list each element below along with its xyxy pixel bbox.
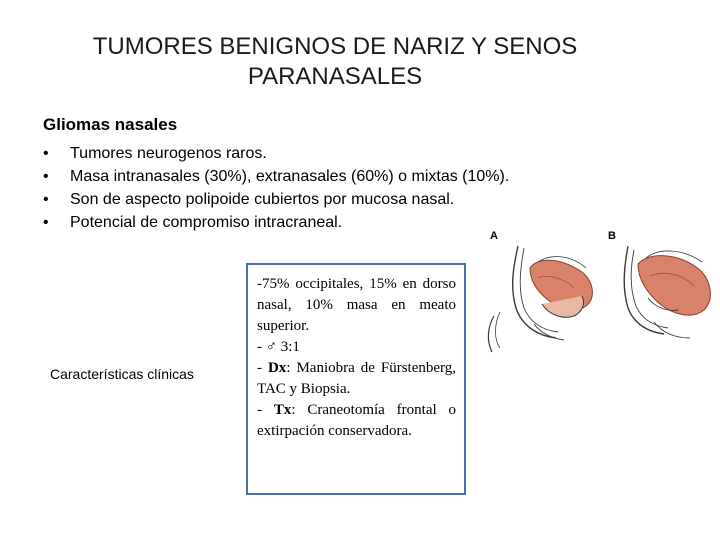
box-line-treatment xyxy=(257,400,456,442)
bullet-item xyxy=(43,188,509,211)
treatment-text: : Craneotomía frontal o extirpación conservadora. xyxy=(257,402,456,439)
bullet-marker: • xyxy=(43,168,49,185)
bullet-marker: • xyxy=(43,214,49,231)
section-subtitle: Gliomas nasales xyxy=(43,115,178,134)
treatment-label: Tx xyxy=(273,402,292,418)
bullet-item xyxy=(43,211,509,234)
treatment-prefix: - xyxy=(257,402,274,418)
box-line-diagnosis xyxy=(257,358,456,400)
panel-b-drawing xyxy=(624,246,710,338)
title-line-1: TUMORES BENIGNOS DE NARIZ Y SENOS xyxy=(92,33,578,60)
bullet-item xyxy=(43,165,509,188)
anatomy-illustration xyxy=(478,228,718,398)
diagnosis-text: : Maniobra de Fürstenberg, TAC y Biopsia. xyxy=(257,360,456,397)
diagnosis-label: Dx xyxy=(267,360,287,376)
bullet-text: Tumores neurogenos raros. xyxy=(70,145,267,162)
bullet-text: Son de aspecto polipoide cubiertos por mucosa nasal. xyxy=(70,191,455,208)
figure-label-b: B xyxy=(608,230,616,242)
slide-title xyxy=(20,32,650,92)
box-line-sex-ratio: - ♂ 3:1 xyxy=(257,339,300,355)
bullet-list xyxy=(43,142,509,234)
panel-a-drawing xyxy=(488,246,592,352)
clinical-features-label: Características clínicas xyxy=(50,366,194,382)
box-line-location: -75% occipitales, 15% en dorso nasal, 10% masa en meato superior. xyxy=(257,276,456,334)
bullet-item xyxy=(43,142,509,165)
title-line-2: PARANASALES xyxy=(247,63,423,90)
bullet-text: Masa intranasales (30%), extranasales (60%) o mixtas (10%). xyxy=(70,168,510,185)
figure-label-a: A xyxy=(490,230,498,242)
diagnosis-prefix: - xyxy=(257,360,268,376)
bullet-text: Potencial de compromiso intracraneal. xyxy=(70,214,343,231)
clinical-info-box xyxy=(246,263,466,495)
bullet-marker: • xyxy=(43,145,49,162)
bullet-marker: • xyxy=(43,191,49,208)
glioma-sagittal-drawing xyxy=(478,228,718,398)
